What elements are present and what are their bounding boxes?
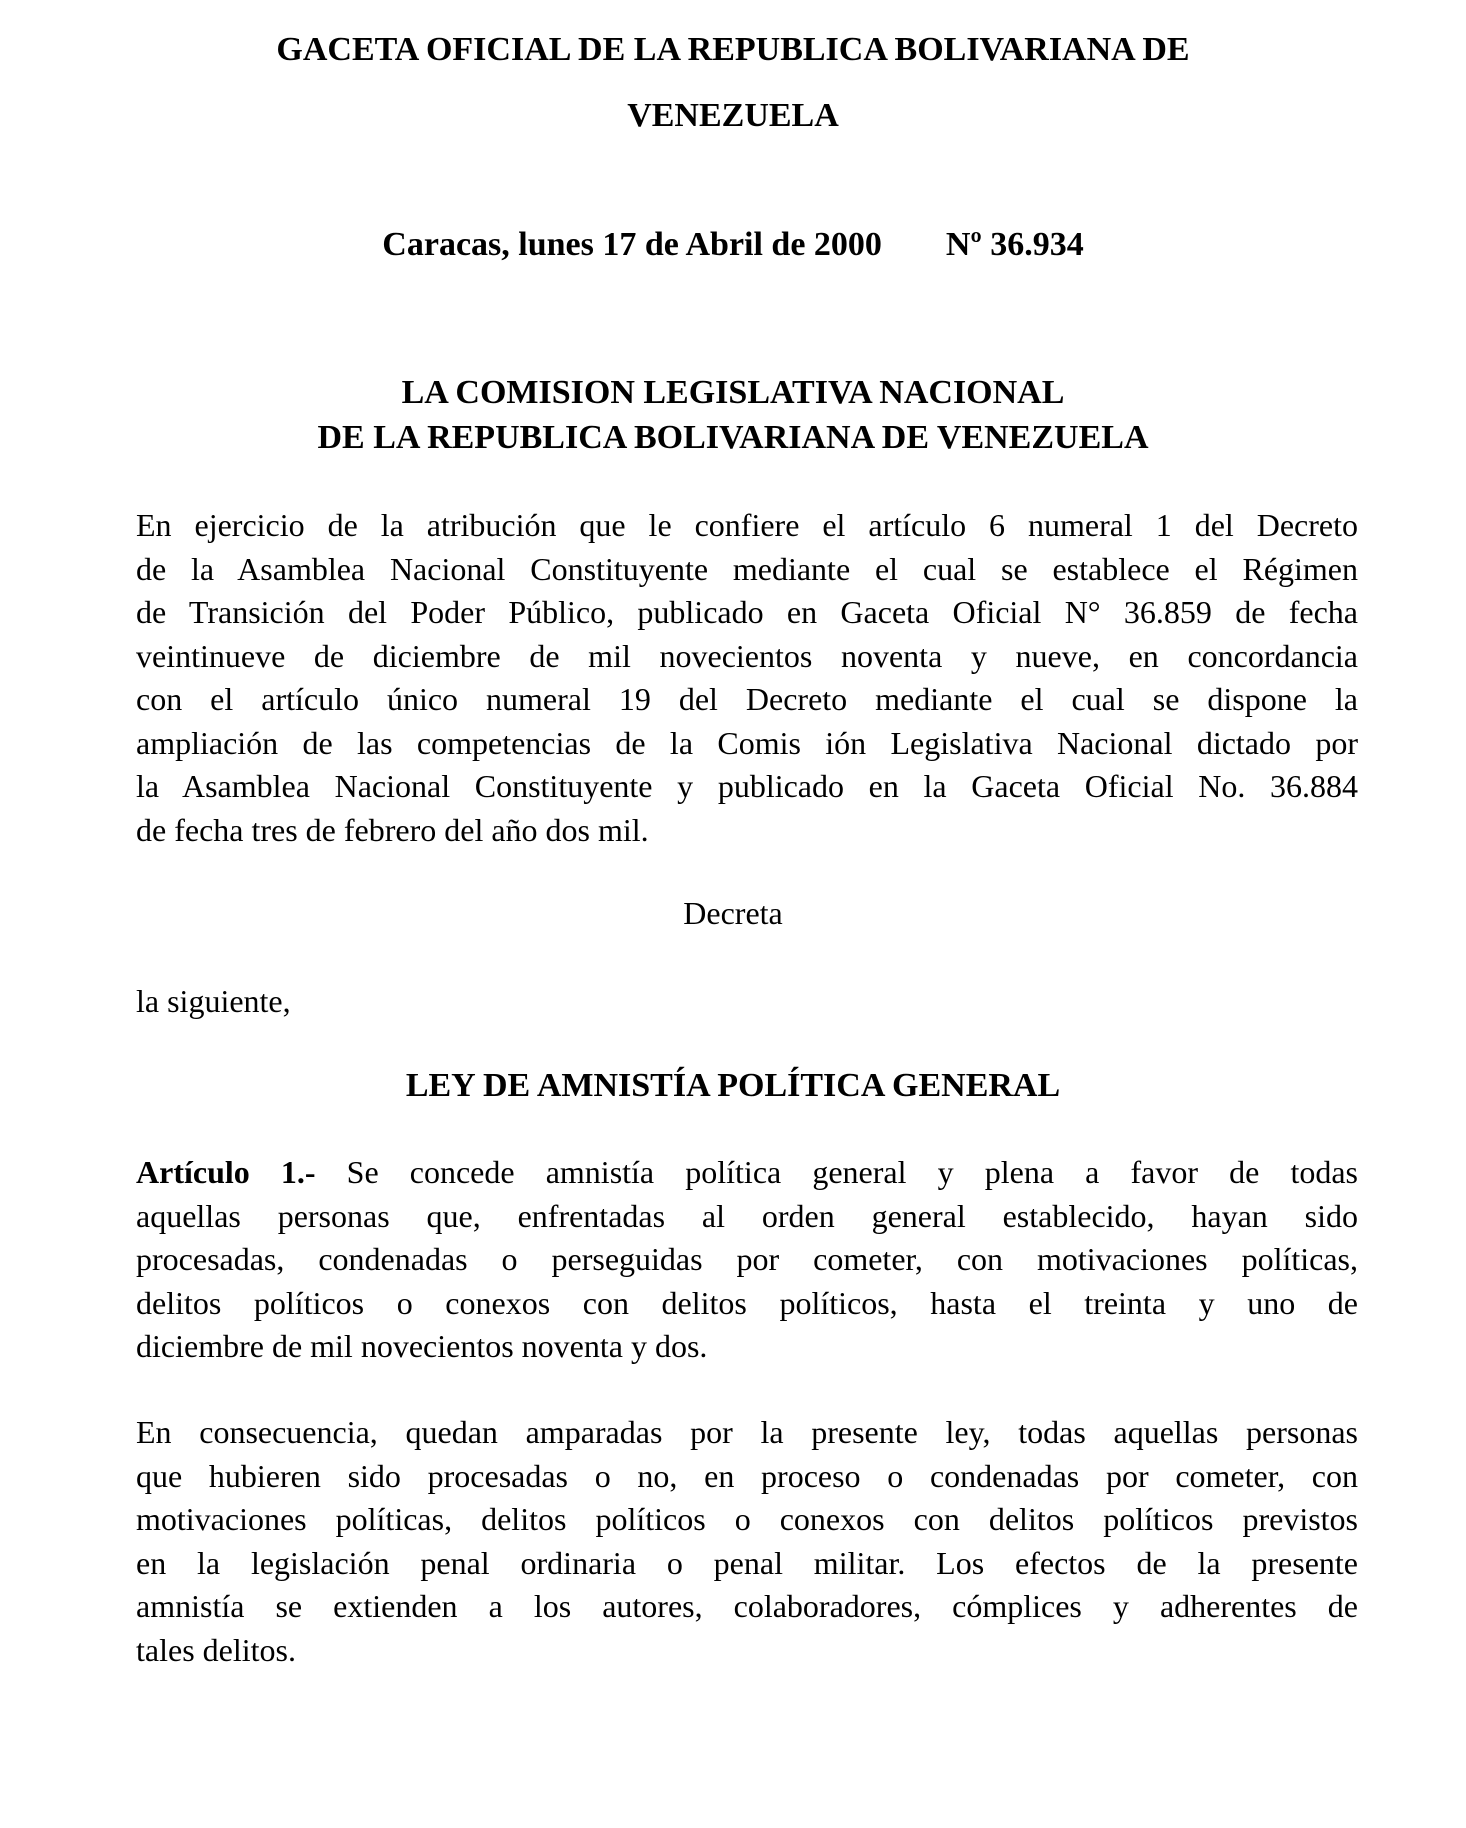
article-1-text: Se concede amnistía política general y plena a favor de todas: [346, 1154, 1359, 1190]
preamble-paragraph: [136, 504, 1358, 852]
article-1-line: diciembre de mil novecientos noventa y dos.: [136, 1328, 708, 1364]
preamble-line: de fecha tres de febrero del año dos mil.: [136, 811, 649, 848]
gazette-title-line1: GACETA OFICIAL DE LA REPUBLICA BOLIVARIANA DE: [276, 31, 1190, 68]
consequence-line: En consecuencia, quedan amparadas por la presente ley, todas aquellas personas: [136, 1414, 1358, 1450]
article-1-first-line: [136, 1151, 1358, 1195]
preamble-line: veintinueve de diciembre de mil novecientos noventa y nueve, en concordancia: [136, 637, 1358, 674]
article-1-line: procesadas, condenadas o perseguidas por cometer, con motivaciones políticas,: [136, 1241, 1358, 1277]
issue-line: [0, 225, 1466, 265]
article-1-label: Artículo 1.-: [136, 1154, 316, 1190]
consequence-line: que hubieren sido procesadas o no, en proceso o condenadas por cometer, con: [136, 1457, 1358, 1494]
preamble-line: de la Asamblea Nacional Constituyente mediante el cual se establece el Régimen: [136, 550, 1358, 587]
consequence-line: tales delitos.: [136, 1631, 296, 1668]
article-1-line: aquellas personas que, enfrentadas al orden general establecido, hayan sido: [136, 1197, 1358, 1234]
law-title: LEY DE AMNISTÍA POLÍTICA GENERAL: [405, 1067, 1061, 1104]
consequence-line: amnistía se extienden a los autores, colaboradores, cómplices y adherentes de: [136, 1588, 1358, 1624]
issuer-line2: DE LA REPUBLICA BOLIVARIANA DE VENEZUELA: [317, 419, 1149, 456]
article-1-line: delitos políticos o conexos con delitos políticos, hasta el treinta y uno de: [136, 1284, 1358, 1321]
consequence-line: motivaciones políticas, delitos políticos o conexos con delitos políticos previstos: [136, 1501, 1358, 1537]
preamble-line: En ejercicio de la atribución que le confiere el artículo 6 numeral 1 del Decreto: [136, 507, 1358, 543]
la-siguiente-text: la siguiente,: [136, 983, 291, 1019]
preamble-line: ampliación de las competencias de la Comis ión Legislativa Nacional dictado por: [136, 724, 1358, 761]
issue-date: Caracas, lunes 17 de Abril de 2000: [382, 226, 882, 263]
article-1-paragraph: [136, 1151, 1358, 1369]
issuer-line1: LA COMISION LEGISLATIVA NACIONAL: [401, 374, 1065, 411]
gazette-title-line2: VENEZUELA: [627, 97, 839, 134]
preamble-line: la Asamblea Nacional Constituyente y publicado en la Gaceta Oficial No. 36.884: [136, 768, 1358, 804]
preamble-line: de Transición del Poder Público, publicado en Gaceta Oficial N° 36.859 de fecha: [136, 594, 1358, 630]
consequence-line: en la legislación penal ordinaria o penal militar. Los efectos de la presente: [136, 1544, 1358, 1581]
issue-number: Nº 36.934: [945, 226, 1084, 263]
consequence-paragraph: [136, 1411, 1358, 1672]
preamble-line: con el artículo único numeral 19 del Decreto mediante el cual se dispone la: [136, 681, 1358, 717]
decreta-text: Decreta: [683, 895, 783, 931]
